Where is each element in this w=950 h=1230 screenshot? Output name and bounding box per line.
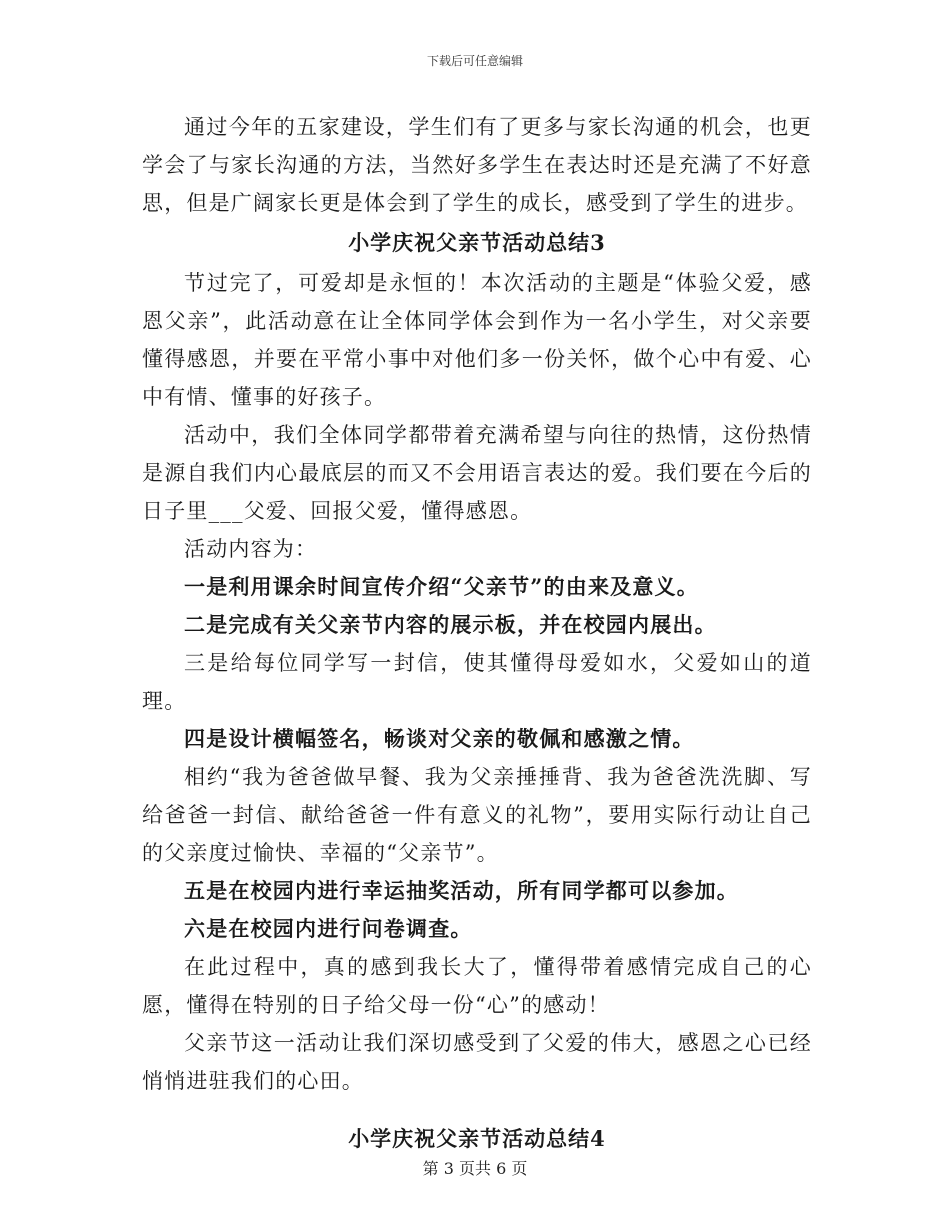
paragraph-theme: 节过完了，可爱却是永恒的！本次活动的主题是“体验父爱，感恩父亲”，此活动意在让全体同学体会到作为一名小学生，对父亲要懂得感恩，并要在平常小事中对他们多一份关怀，做个心中有爱、心中有情、懂事的好孩子。 [142,271,812,409]
list-item-2: 二是完成有关父亲节内容的展示板，并在校园内展出。 [184,612,717,637]
paragraph-content-intro: 活动内容为： [184,537,318,561]
list-item-5: 五是在校园内进行幸运抽奖活动，所有同学都可以参加。 [184,878,739,903]
section-heading-3: 小学庆祝父亲节活动总结3 [348,230,606,255]
section-heading-4: 小学庆祝父亲节活动总结4 [348,1126,606,1151]
list-item-4: 四是设计横幅签名，畅谈对父亲的敬佩和感激之情。 [184,726,695,751]
list-item-3: 三是给每位同学写一封信，使其懂得母爱如水，父爱如山的道理。 [142,651,812,713]
paragraph-growth: 在此过程中，真的感到我长大了，懂得带着感情完成自己的心愿，懂得在特别的日子给父母一份“心”的感动！ [142,955,812,1017]
page-footer: 第 3 页共 6 页 [422,1159,528,1178]
paragraph-activity: 活动中，我们全体同学都带着充满希望与向往的热情，这份热情是源自我们内心最底层的而又不会用语言表达的爱。我们要在今后的日子里___父爱、回报父爱，懂得感恩。 [142,423,812,523]
paragraph-conclusion: 父亲节这一活动让我们深切感受到了父爱的伟大，感恩之心已经悄悄进驻我们的心田。 [142,1031,812,1093]
list-item-6: 六是在校园内进行问卷调查。 [184,916,473,941]
paragraph-appointment: 相约“我为爸爸做早餐、我为父亲捶捶背、我为爸爸洗洗脚、写给爸爸一封信、献给爸爸一件有意义的礼物”，要用实际行动让自己的父亲度过愉快、幸福的“父亲节”。 [142,765,812,865]
list-item-1: 一是利用课余时间宣传介绍“父亲节”的由来及意义。 [184,574,699,599]
paragraph-intro: 通过今年的五家建设，学生们有了更多与家长沟通的机会，也更学会了与家长沟通的方法，当然好多学生在表达时还是充满了不好意思，但是广阔家长更是体会到了学生的成长，感受到了学生的进步。 [142,115,812,215]
page-header: 下载后可任意编辑 [426,54,523,68]
document-body [142,108,812,1160]
